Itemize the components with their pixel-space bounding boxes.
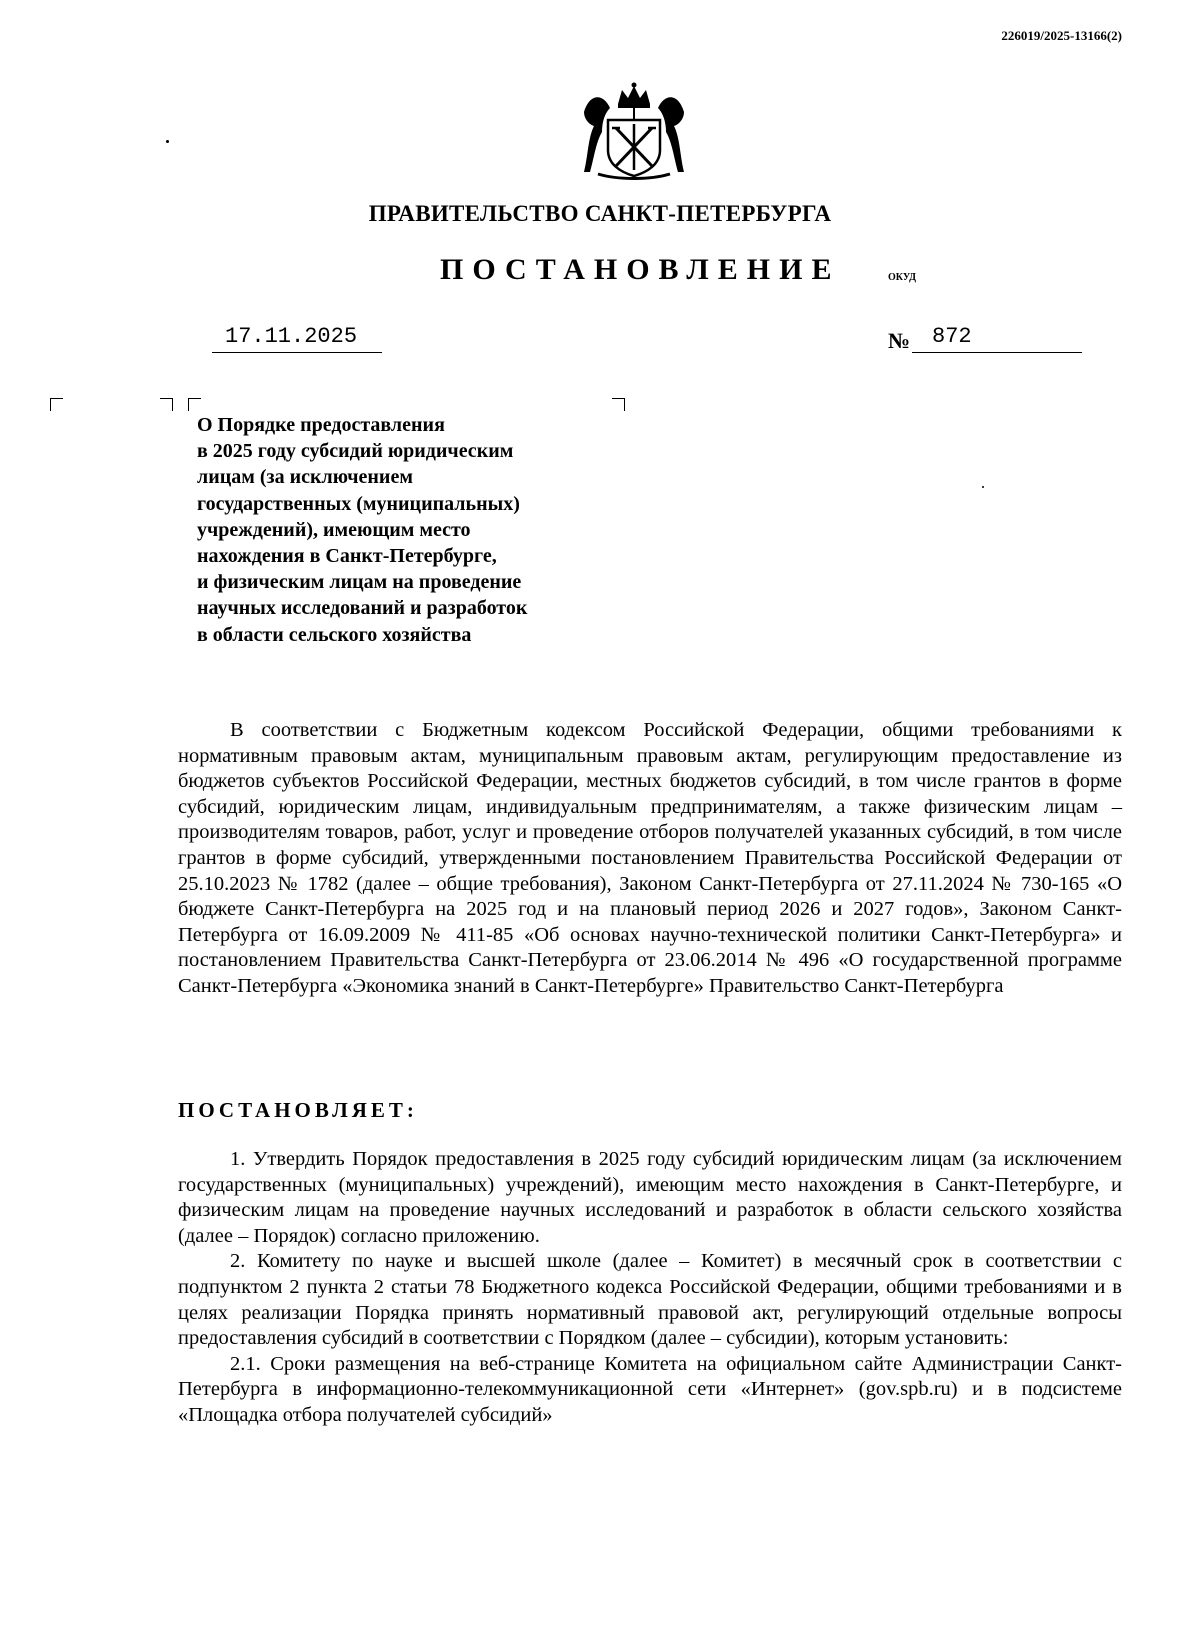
item-2-1-paragraph: 2.1. Сроки размещения на веб-странице Комитета на официальном сайте Администрации Санкт-Петербурга в информационно-телекоммуникационной сети «Интернет» (gov.spb.ru) и в подсистеме «Площадка отбора получателей субсидий» [178,1352,1122,1426]
decree-number: 872 [932,324,972,349]
item-1-paragraph: 1. Утвердить Порядок предоставления в 2025 году субсидий юридическим лицам (за исключением государственных (муниципальных) учреждений), имеющим место нахождения в Санкт-Петербурге, и физическим лицам на проведение научных исследований и разработок в области сельского хозяйства (далее – Порядок) согласно приложению. [178,1148,1122,1247]
subject-line: и физическим лицам на проведение [197,571,522,594]
subject-line: научных исследований и разработок [197,597,528,620]
scan-speck [982,486,984,488]
subject-line: государственных (муниципальных) [197,492,520,515]
subject-line: лицам (за исключением [197,466,413,489]
scan-speck [166,140,169,143]
subject-line: О Порядке предоставления [197,414,445,436]
document-subject [197,412,637,648]
subject-corner-mark [160,398,173,411]
okud-label: ОКУД [888,272,917,283]
subject-corner-mark [188,398,201,411]
resolution-items [178,1147,1122,1429]
document-number: 226019/2025-13166(2) [1001,28,1122,43]
item-2-paragraph: 2. Комитету по науке и высшей школе (далее – Комитет) в месячный срок в соответствии с подпунктом 2 пункта 2 статьи 78 Бюджетного кодекса Российской Федерации, общими требованиями и в целях реализации Порядка принять нормативный правовой акт, регулирующий отдельные вопросы предоставления субсидий в соответствии с Порядком (далее – субсидии), которым установить: [178,1250,1122,1350]
preamble-section [178,718,1122,1000]
number-underline [912,352,1082,353]
issuing-authority: ПРАВИТЕЛЬСТВО САНКТ-ПЕТЕРБУРГА [368,201,832,226]
document-date: 17.11.2025 [225,324,358,349]
subject-line: учреждений), имеющим место [197,518,471,541]
saint-petersburg-coat-of-arms-icon [580,82,688,182]
document-type: ПОСТАНОВЛЕНИЕ [440,253,841,286]
subject-line: нахождения в Санкт-Петербурге, [197,545,497,568]
margin-corner-mark [50,398,63,411]
preamble-paragraph: В соответствии с Бюджетным кодексом Российской Федерации, общими требованиями к нормативным правовым актам, муниципальным правовым актам, регулирующим предоставление из бюджетов субъектов Российской Федерации, местных бюджетов субсидий, в том числе грантов в форме субсидий, юридическим лицам, индивидуальным предпринимателям, а также физическим лицам – производителям товаров, работ, услуг и проведение отборов получателей указанных субсидий, в том числе грантов в форме субсидий, утвержденными постановлением Правительства Российской Федерации от 25.10.2023 № 1782 (далее – общие требования), Законом Санкт-Петербурга от 27.11.2024 № 730-165 «О бюджете Санкт-Петербурга на 2025 год и на плановый период 2026 и 2027 годов», Законом Санкт-Петербурга от 16.09.2009 № 411-85 «Об основах научно-технической политики Санкт-Петербурга» и постановлением Правительства Санкт-Петербурга от 23.06.2014 № 496 «О государственной программе Санкт-Петербурга «Экономика знаний в Санкт-Петербурге» Правительство Санкт-Петербурга [178,719,1122,997]
date-underline [212,352,382,353]
number-label: № [888,328,911,353]
resolves-heading: ПОСТАНОВЛЯЕТ: [178,1098,418,1122]
subject-corner-mark [612,398,625,411]
subject-line: в 2025 году субсидий юридическим [197,440,514,463]
subject-line: в области сельского хозяйства [197,623,472,646]
